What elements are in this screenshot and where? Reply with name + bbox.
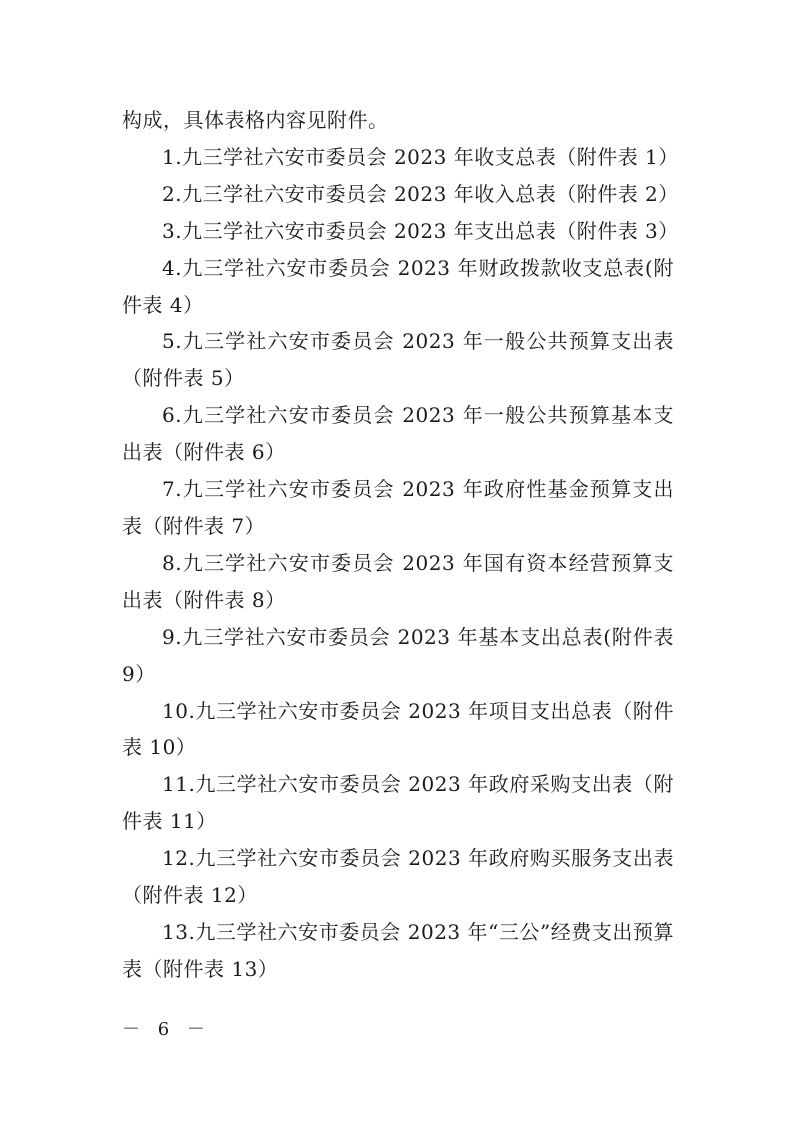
- opening-line: 构成，具体表格内容见附件。: [122, 108, 389, 132]
- page-number: － 6 －: [122, 1019, 211, 1040]
- attachment-list: [122, 102, 679, 988]
- list-item-7: 7.九三学社六安市委员会 2023 年政府性基金预算支出表（附件表 7）: [122, 477, 674, 538]
- list-item-1: 1.九三学社六安市委员会 2023 年收支总表（附件表 1）: [162, 144, 679, 169]
- list-item-8: 8.九三学社六安市委员会 2023 年国有资本经营预算支出表（附件表 8）: [122, 550, 674, 612]
- list-item-3: 3.九三学社六安市委员会 2023 年支出总表（附件表 3）: [162, 218, 679, 243]
- list-item-4: 4.九三学社六安市委员会 2023 年财政拨款收支总表(附件表 4）: [122, 255, 674, 317]
- list-item-12: 12.九三学社六安市委员会 2023 年政府购买服务支出表（附件表 12）: [122, 846, 674, 908]
- list-item-13: 13.九三学社六安市委员会 2023 年“三公”经费支出预算表（附件表 13）: [122, 919, 674, 981]
- list-item-6: 6.九三学社六安市委员会 2023 年一般公共预算基本支出表（附件表 6）: [122, 403, 674, 465]
- list-item-11: 11.九三学社六安市委员会 2023 年政府采购支出表（附件表 11）: [122, 772, 674, 834]
- list-item-9: 9.九三学社六安市委员会 2023 年基本支出总表(附件表 9）: [122, 624, 674, 686]
- list-item-2: 2.九三学社六安市委员会 2023 年收入总表（附件表 2）: [162, 181, 679, 206]
- list-item-5: 5.九三学社六安市委员会 2023 年一般公共预算支出表（附件表 5）: [122, 329, 674, 391]
- list-item-10: 10.九三学社六安市委员会 2023 年项目支出总表（附件表 10）: [122, 698, 674, 760]
